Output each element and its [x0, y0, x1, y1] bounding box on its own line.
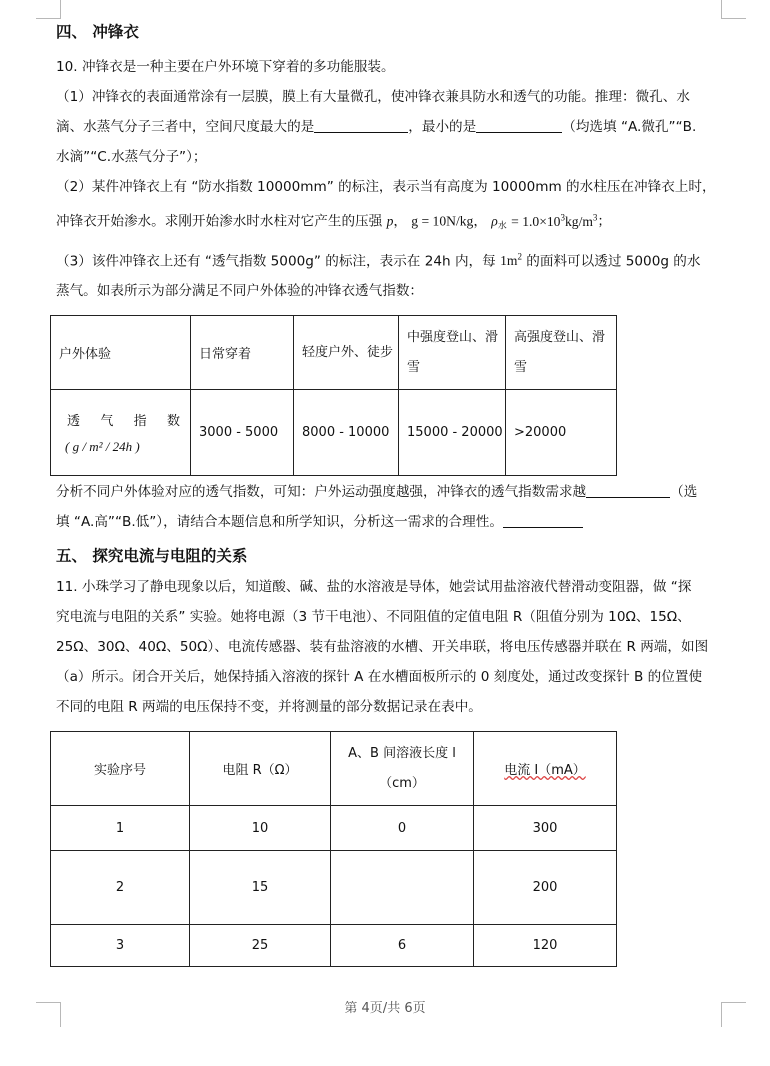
analysis-paragraph: 分析不同户外体验对应的透气指数，可知：户外运动强度越强，冲锋衣的透气指数需求越 （选 填 “A.高”“B.低”），请结合本题信息和所学知识，分析这一需求的合理性。	[56, 484, 698, 530]
section-heading-5: 五、 探究电流与电阻的关系	[56, 547, 248, 565]
answer-blank-demand[interactable]	[586, 482, 670, 498]
part3-line1: （3）该件冲锋衣上还有 “透气指数 5000g” 的标注，表示在 24h 内，每 $1m^2$ 的面料可以透过 5000g 的水	[56, 251, 701, 270]
table-cell: 3	[51, 925, 190, 967]
table-cell: 3000 - 5000	[191, 390, 294, 476]
table-cell: 6	[331, 925, 474, 967]
table-cell: 10	[190, 806, 331, 851]
table-cell	[331, 851, 474, 925]
question-10	[56, 52, 722, 306]
question-10-intro: 10. 冲锋衣是一种主要在户外环境下穿着的多功能服装。	[56, 59, 395, 75]
water-density: = $1.0\times 10^3kg/m^3$	[511, 212, 598, 229]
table-cell: 2	[51, 851, 190, 925]
table-cell: 15000 - 20000	[399, 390, 506, 476]
part1-line1: （1）冲锋衣的表面通常涂有一层膜，膜上有大量微孔，使冲锋衣兼具防水和透气的功能。推理：微孔、水	[56, 89, 690, 105]
table-header-cell: 中强度登山、滑雪	[399, 316, 506, 390]
table-cell: 1	[51, 806, 190, 851]
table-row	[51, 925, 617, 967]
breathability-table	[50, 315, 617, 476]
table-header-cell: 高强度登山、滑雪	[506, 316, 617, 390]
table-cell: 120	[474, 925, 617, 967]
table-cell: >20000	[506, 390, 617, 476]
table-row	[51, 732, 617, 806]
table-header-cell: 电流 I（mA）	[474, 732, 617, 806]
table-header-cell: A、B 间溶液长度 l （cm）	[331, 732, 474, 806]
table-cell: 200	[474, 851, 617, 925]
row-label-cell: 透 气 指 数 ( g / m² / 24h )	[51, 390, 191, 476]
answer-blank-smallest[interactable]	[476, 117, 562, 133]
part2-line2: 冲锋衣开始渗水。求刚开始渗水时水柱对它产生的压强 p， g = 10N/kg， $\rho_水 = 1.0\times 10^3kg/m^3$；	[56, 212, 612, 232]
answer-blank-reasoning[interactable]	[503, 512, 583, 528]
table-cell: 25	[190, 925, 331, 967]
page-footer: 第 4页/共 6页	[344, 1001, 426, 1016]
part1-line2: 滴、水蒸气分子三者中，空间尺度最大的是 ，最小的是 （均选填 “A.微孔”“B.	[56, 119, 697, 135]
table-row	[51, 316, 617, 390]
table-header-cell: 日常穿着	[191, 316, 294, 390]
table-cell: 0	[331, 806, 474, 851]
experiment-table	[50, 731, 617, 967]
part1-line3: 水滴”“C.水蒸气分子”）；	[56, 149, 207, 165]
corner-mark-top-right	[721, 0, 746, 19]
table-header-cell: 轻度户外、徒步	[294, 316, 399, 390]
table-cell: 8000 - 10000	[294, 390, 399, 476]
part2-line1: （2）某件冲锋衣上有 “防水指数 10000mm” 的标注，表示当有高度为 10000mm 的水柱压在冲锋衣上时，	[56, 179, 716, 195]
corner-mark-top-left	[36, 0, 61, 19]
table-cell: 300	[474, 806, 617, 851]
table-header-cell: 户外体验	[51, 316, 191, 390]
table-row	[51, 390, 617, 476]
table-header-cell: 实验序号	[51, 732, 190, 806]
table-row	[51, 806, 617, 851]
table-cell: 15	[190, 851, 331, 925]
table-row	[51, 851, 617, 925]
question-11: 11. 小珠学习了静电现象以后，知道酸、碱、盐的水溶液是导体，她尝试用盐溶液代替滑动变阻器，做 “探 究电流与电阻的关系” 实验。她将电源（3 节干电池）、不同阻值的定值电阻 R（阻值分别为 10Ω、15Ω、 25Ω、30Ω、40Ω、50Ω）、电流传感器、装有盐溶液的水槽、开关串联，将电压传感器并联在 R 两端，如图 （a）所示。闭合开关后，她保持插入溶液的探针 A 在水槽面板所示的 0 刻度处，通过改变探针 B 的位置使 不同的电阻 R 两端的电压保持不变，并将测量的部分数据记录在表中。	[56, 579, 709, 715]
section-heading-4: 四、 冲锋衣	[56, 23, 139, 41]
gravity-constant: g = 10N/kg	[411, 213, 474, 229]
answer-blank-largest[interactable]	[314, 117, 408, 133]
part3-line2: 蒸气。如表所示为部分满足不同户外体验的冲锋衣透气指数：	[56, 283, 424, 300]
table-header-cell: 电阻 R（Ω）	[190, 732, 331, 806]
